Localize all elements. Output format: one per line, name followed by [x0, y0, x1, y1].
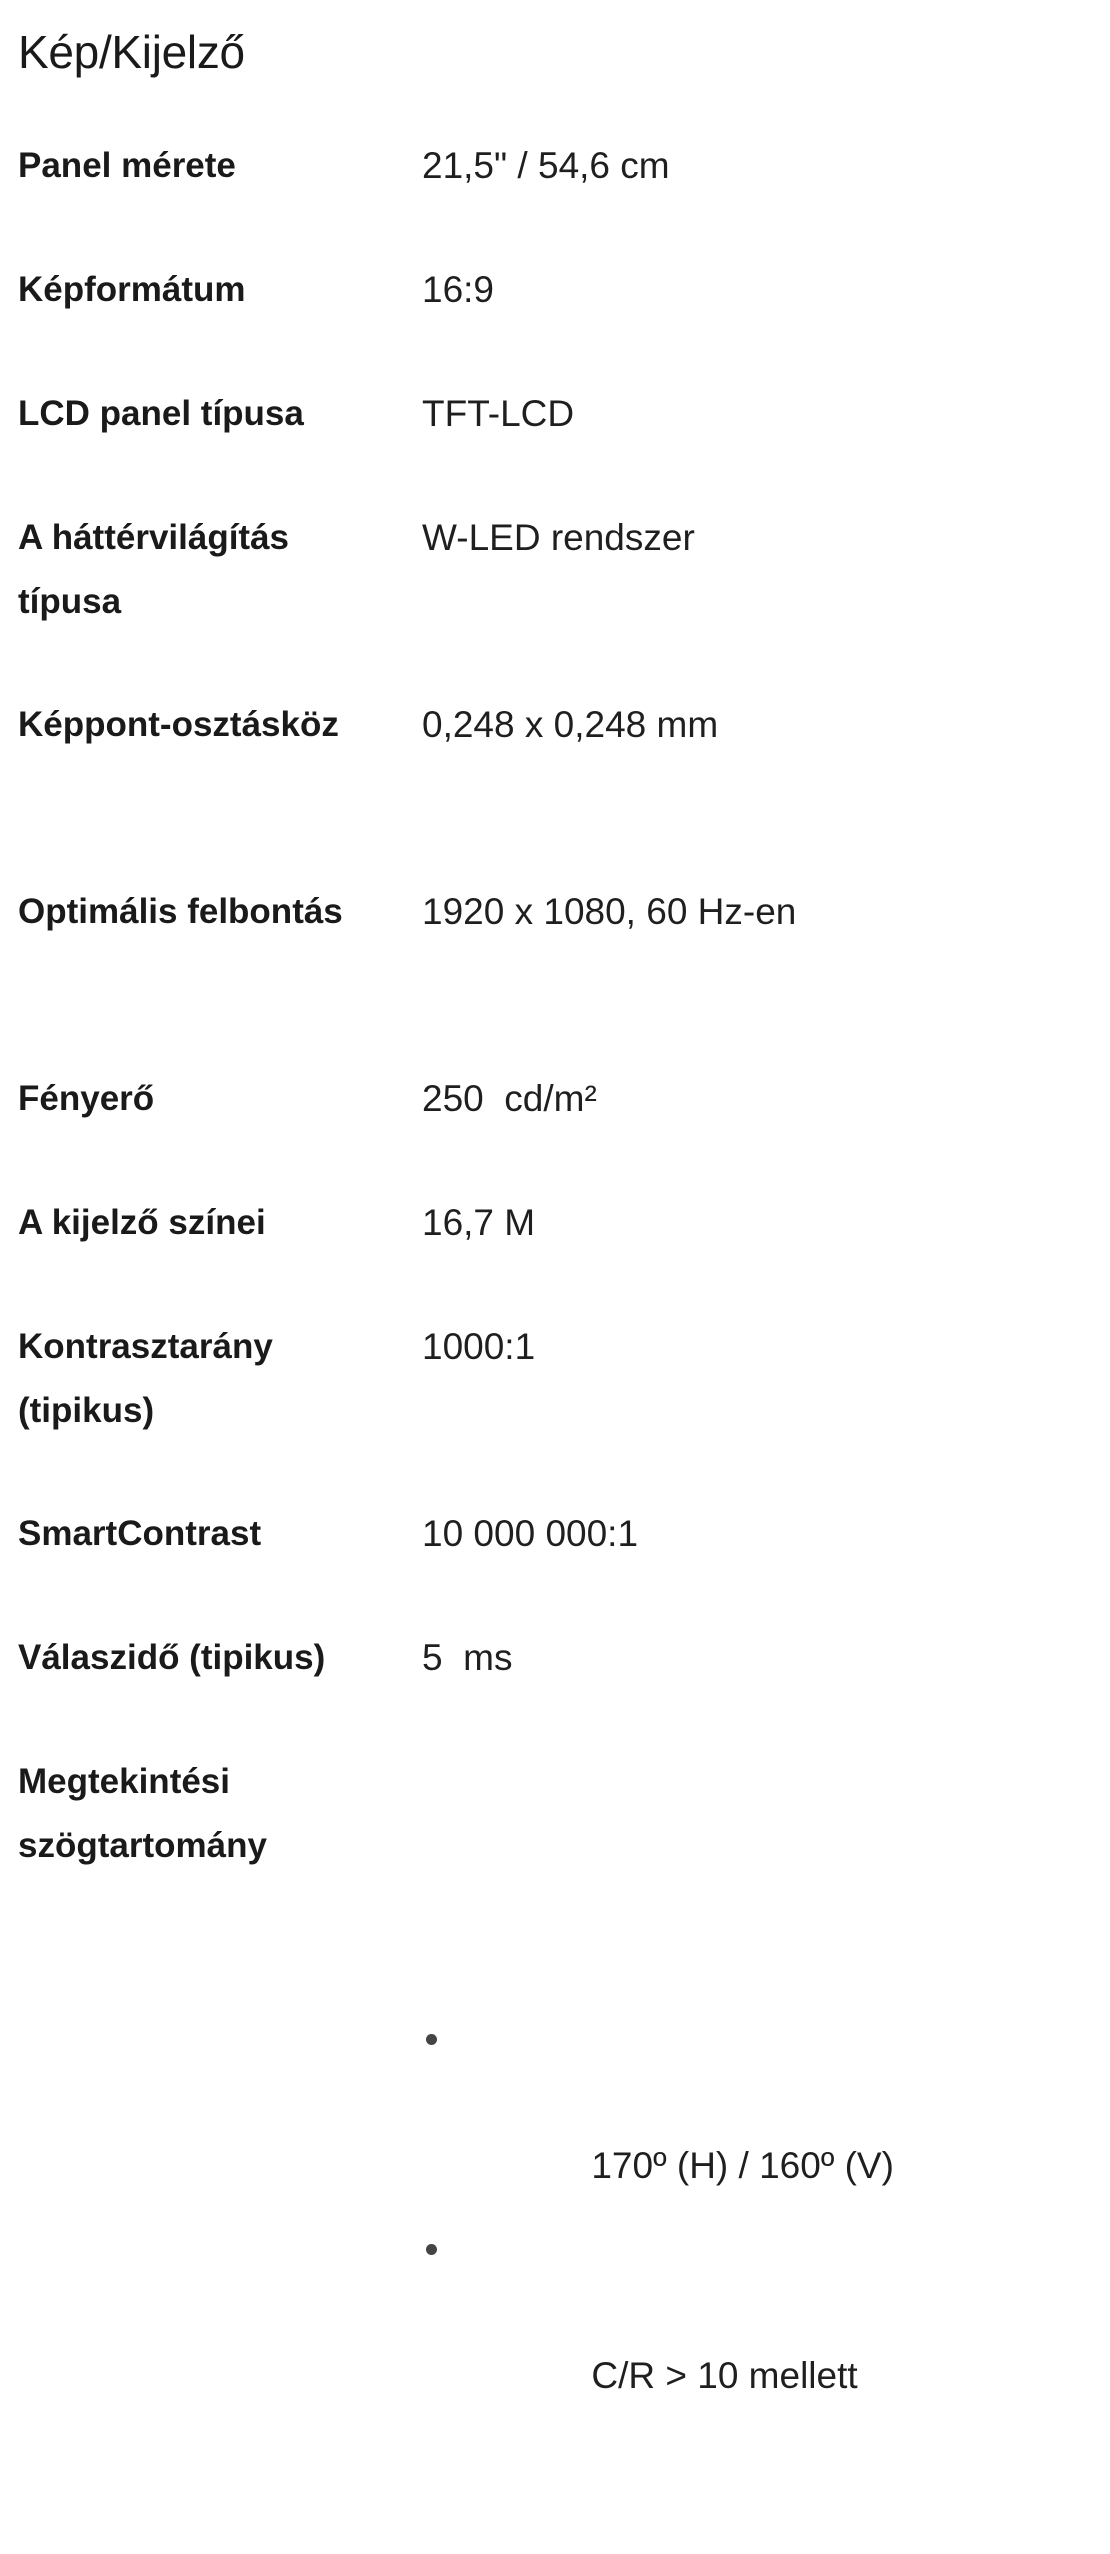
spec-value: 5 ms	[422, 1637, 513, 1678]
list-item-text: C/R > 10 mellett	[591, 2355, 858, 2396]
spec-value: 16,7 M	[422, 1202, 536, 1243]
bullet-icon	[426, 2034, 437, 2045]
spec-label: Kontrasztarány (tipikus)	[18, 1327, 273, 1430]
spec-label: Fényerő	[18, 1079, 155, 1118]
spec-label: Képformátum	[18, 270, 246, 309]
spec-label: Megtekintési szögtartomány	[18, 1762, 267, 1865]
spec-label: A háttérvilágítás típusa	[18, 518, 290, 621]
spec-label: LCD panel típusa	[18, 394, 304, 433]
spec-value: 1000:1	[422, 1326, 536, 1367]
spec-label: Panel mérete	[18, 146, 236, 185]
spec-label: Optimális felbontás	[18, 892, 343, 931]
spec-value: 250 cd/m²	[422, 1078, 597, 1119]
spec-label: SmartContrast	[18, 1514, 262, 1553]
list-item-text: 170º (H) / 160º (V)	[591, 2145, 894, 2186]
viewing-angle-list	[422, 1878, 1062, 2426]
section-title: Kép/Kijelző	[18, 26, 245, 78]
spec-label: A kijelző színei	[18, 1203, 266, 1242]
list-item	[422, 2006, 1062, 2186]
list-item	[422, 2216, 1062, 2396]
spec-value: 10 000 000:1	[422, 1513, 639, 1554]
spec-label: Képpont-osztásköz	[18, 705, 339, 744]
spec-value: 21,5" / 54,6 cm	[422, 145, 670, 186]
spec-value: W-LED rendszer	[422, 517, 695, 558]
bullet-icon	[426, 2244, 437, 2255]
spec-value: 1920 x 1080, 60 Hz-en	[422, 891, 797, 932]
spec-value: TFT-LCD	[422, 393, 575, 434]
spec-value-list	[422, 1750, 1062, 2554]
spec-value: 16:9	[422, 269, 495, 310]
spec-label: Válaszidő (tipikus)	[18, 1638, 326, 1677]
spec-value: 0,248 x 0,248 mm	[422, 704, 719, 745]
